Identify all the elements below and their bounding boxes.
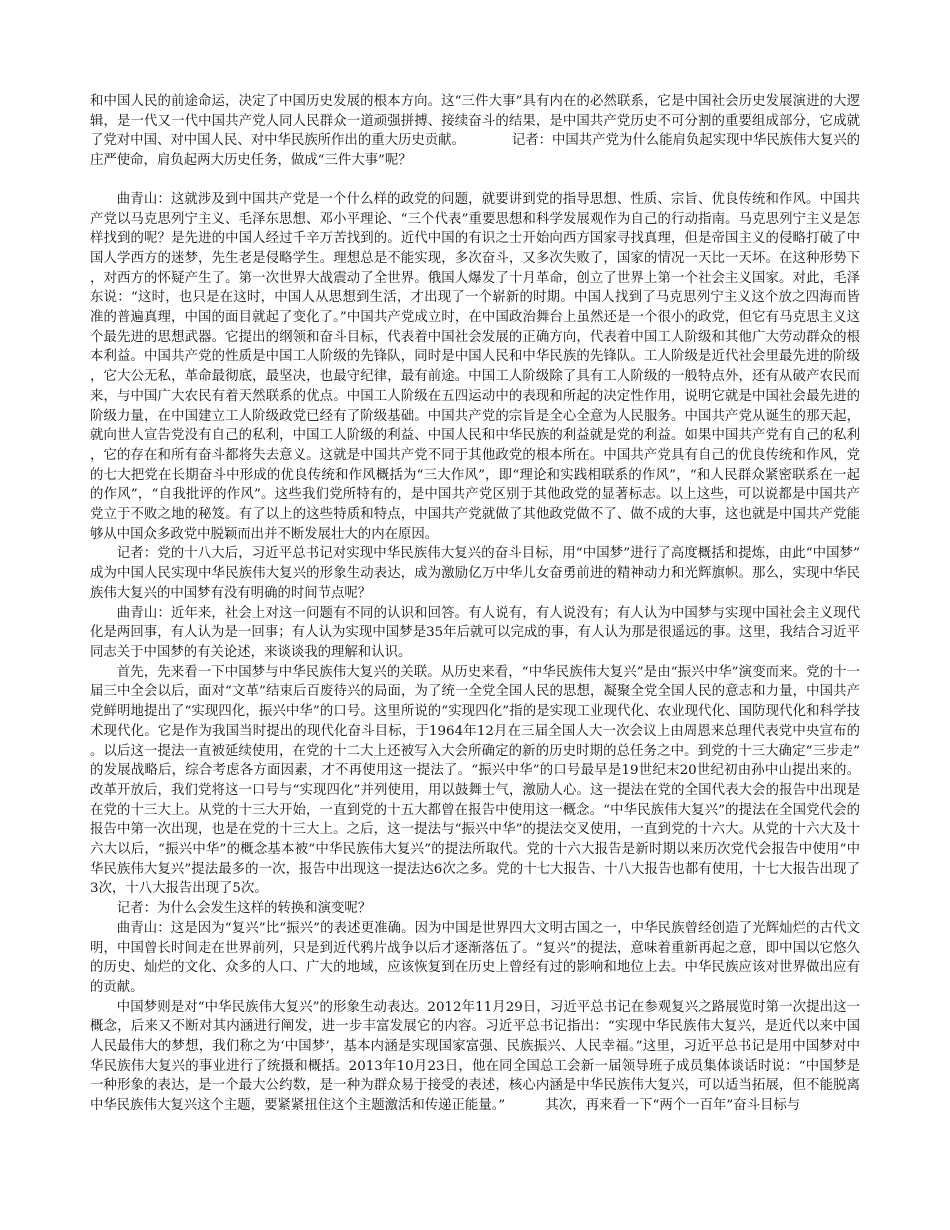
article-body [90, 92, 860, 1116]
paragraph-4: 曲青山：近年来，社会上对这一问题有不同的认识和回答。有人说有，有人说没有；有人认为中国梦与实现中国社会主义现代化是两回事，有人认为是一回事；有人认为实现中国梦是35年后就可以完成的事，有人认为那是很遥远的事。这里，我结合习近平同志关于中国梦的有关论述，来谈谈我的理解和认识。 [90, 605, 860, 660]
paragraph-3: 记者：党的十八大后，习近平总书记对实现中华民族伟大复兴的奋斗目标，用“中国梦”进行了高度概括和提炼，由此“中国梦”成为中国人民实现中华民族伟大复兴的形象生动表达，成为激励亿万中华儿女奋勇前进的精神动力和光辉旗帜。那么，实现中华民族伟大复兴的中国梦有没有明确的时间节点呢？ [90, 546, 860, 601]
paragraph-5: 首先，先来看一下中国梦与中华民族伟大复兴的关联。从历史来看，“中华民族伟大复兴”是由“振兴中华”演变而来。党的十一届三中全会以后，面对“文革”结束后百废待兴的局面，为了统一全党全国人民的思想，凝聚全党全国人民的意志和力量，中国共产党鲜明地提出了“实现四化，振兴中华”的口号。这里所说的“实现四化”指的是实现工业现代化、农业现代化、国防现代化和科学技术现代化。它是作为我国当时提出的现代化奋斗目标，于1964年12月在三届全国人大一次会议上由周恩来总理代表党中央宣布的。以后这一提法一直被延续使用，在党的十二大上还被写入大会所确定的新的历史时期的总任务之中。到党的十三大确定“三步走”的发展战略后，综合考虑各方面因素，才不再使用这一提法了。“振兴中华”的口号最早是19世纪末20世纪初由孙中山提出来的。改革开放后，我们党将这一口号与“实现四化”并列使用，用以鼓舞士气，激励人心。这一提法在党的全国代表大会的报告中出现是在党的十三大上。从党的十三大开始，一直到党的十五大都曾在报告中使用这一概念。“中华民族伟大复兴”的提法在全国党代会的报告中第一次出现，也是在党的十三大上。之后，这一提法与“振兴中华”的提法交叉使用，一直到党的十六大。从党的十六大及十六大以后，“振兴中华”的概念基本被“中华民族伟大复兴”的提法所取代。党的十六大报告是新时期以来历次党代会报告中使用“中华民族伟大复兴”提法最多的一次，报告中出现这一提法达6次之多。党的十七大报告、十八大报告也都有使用，十七大报告出现了3次，十八大报告出现了5次。 [90, 664, 860, 897]
paragraph-1: 和中国人民的前途命运，决定了中国历史发展的根本方向。这“三件大事”具有内在的必然联系，它是中国社会历史发展演进的大逻辑，是一代又一代中国共产党人同人民群众一道顽强拼搏、接续奋斗的结果，是中国共产党历史不可分割的重要组成部分，它成就了党对中国、对中国人民、对中华民族所作出的重大历史贡献。 记者：中国共产党为什么能肩负起实现中华民族伟大复兴的庄严使命，肩负起两大历史任务，做成“三件大事”呢？ [90, 94, 860, 169]
paragraph-8: 中国梦则是对“中华民族伟大复兴”的形象生动表达。2012年11月29日，习近平总书记在参观复兴之路展览时第一次提出这一概念，后来又不断对其内涵进行阐发，进一步丰富发展它的内容。习近平总书记指出：“实现中华民族伟大复兴，是近代以来中国人民最伟大的梦想，我们称之为‘中国梦’，基本内涵是实现国家富强、民族振兴、人民幸福。”这里，习近平总书记是用中国梦对中华民族伟大复兴的事业进行了统摄和概括。2013年10月23日，他在同全国总工会新一届领导班子成员集体谈话时说：“中国梦是一种形象的表达，是一个最大公约数，是一种为群众易于接受的表述，核心内涵是中华民族伟大复兴，可以适当拓展，但不能脱离中华民族伟大复兴这个主题，要紧紧扭住这个主题激活和传递正能量。” 其次，再来看一下“两个一百年”奋斗目标与 [90, 999, 860, 1114]
paragraph-7: 曲青山：这是因为“复兴”比“振兴”的表述更准确。因为中国是世界四大文明古国之一，中华民族曾经创造了光辉灿烂的古代文明，中国曾长时间走在世界前列，只是到近代鸦片战争以后才逐渐落伍了。“复兴”的提法，意味着重新再起之意，即中国以它悠久的历史、灿烂的文化、众多的人口、广大的地域，应该恢复到在历史上曾经有过的影响和地位上去。中华民族应该对世界做出应有的贡献。 [90, 920, 860, 995]
paragraph-2: 曲青山：这就涉及到中国共产党是一个什么样的政党的问题，就要讲到党的指导思想、性质、宗旨、优良传统和作风。中国共产党以马克思列宁主义、毛泽东思想、邓小平理论、“三个代表”重要思想和科学发展观作为自己的行动指南。马克思列宁主义是怎样找到的呢？是先进的中国人经过千辛万苦找到的。近代中国的有识之士开始向西方国家寻找真理，但是帝国主义的侵略打破了中国人学西方的迷梦，先生老是侵略学生。理想总是不能实现，多次奋斗，又多次失败了，国家的情况一天比一天坏。在这种形势下，对西方的怀疑产生了。第一次世界大战震动了全世界。俄国人爆发了十月革命，创立了世界上第一个社会主义国家。对此，毛泽东说：“这时，也只是在这时，中国人从思想到生活，才出现了一个崭新的时期。中国人找到了马克思列宁主义这个放之四海而皆准的普遍真理，中国的面目就起了变化了。”中国共产党成立时，在中国政治舞台上虽然还是一个很小的政党，但它有马克思主义这个最先进的思想武器。它提出的纲领和奋斗目标，代表着中国社会发展的正确方向，代表着中国工人阶级和其他广大劳动群众的根本利益。中国共产党的性质是中国工人阶级的先锋队，同时是中国人民和中华民族的先锋队。工人阶级是近代社会里最先进的阶级，它大公无私，革命最彻底，最坚决，也最守纪律，最有前途。中国工人阶级除了具有工人阶级的一般特点外，还有从破产农民而来，与中国广大农民有着天然联系的优点。中国工人阶级在五四运动中的表现和所起的决定性作用，说明它就是中国社会最先进的阶级力量，在中国建立工人阶级政党已经有了阶级基础。中国共产党的宗旨是全心全意为人民服务。中国共产党从诞生的那天起，就向世人宣告党没有自己的私利，中国工人阶级的利益、中国人民和中华民族的利益就是党的利益。如果中国共产党有自己的私利，它的存在和所有奋斗都将失去意义。这就是中国共产党不同于其他政党的根本所在。中国共产党具有自己的优良传统和作风，党的七大把党在长期奋斗中形成的优良传统和作风概括为“三大作风”，即“理论和实践相联系的作风”，“和人民群众紧密联系在一起的作风”，“自我批评的作风”。这些我们党所特有的，是中国共产党区别于其他政党的显著标志。以上这些，可以说都是中国共产党立于不败之地的秘笈。有了以上的这些特质和特点，中国共产党就做了其他政党做不了、做不成的大事，这也就是中国共产党能够从中国众多政党中脱颖而出并不断发展壮大的内在原因。 [90, 191, 860, 542]
paragraph-6: 记者：为什么会发生这样的转换和演变呢？ [116, 901, 372, 917]
